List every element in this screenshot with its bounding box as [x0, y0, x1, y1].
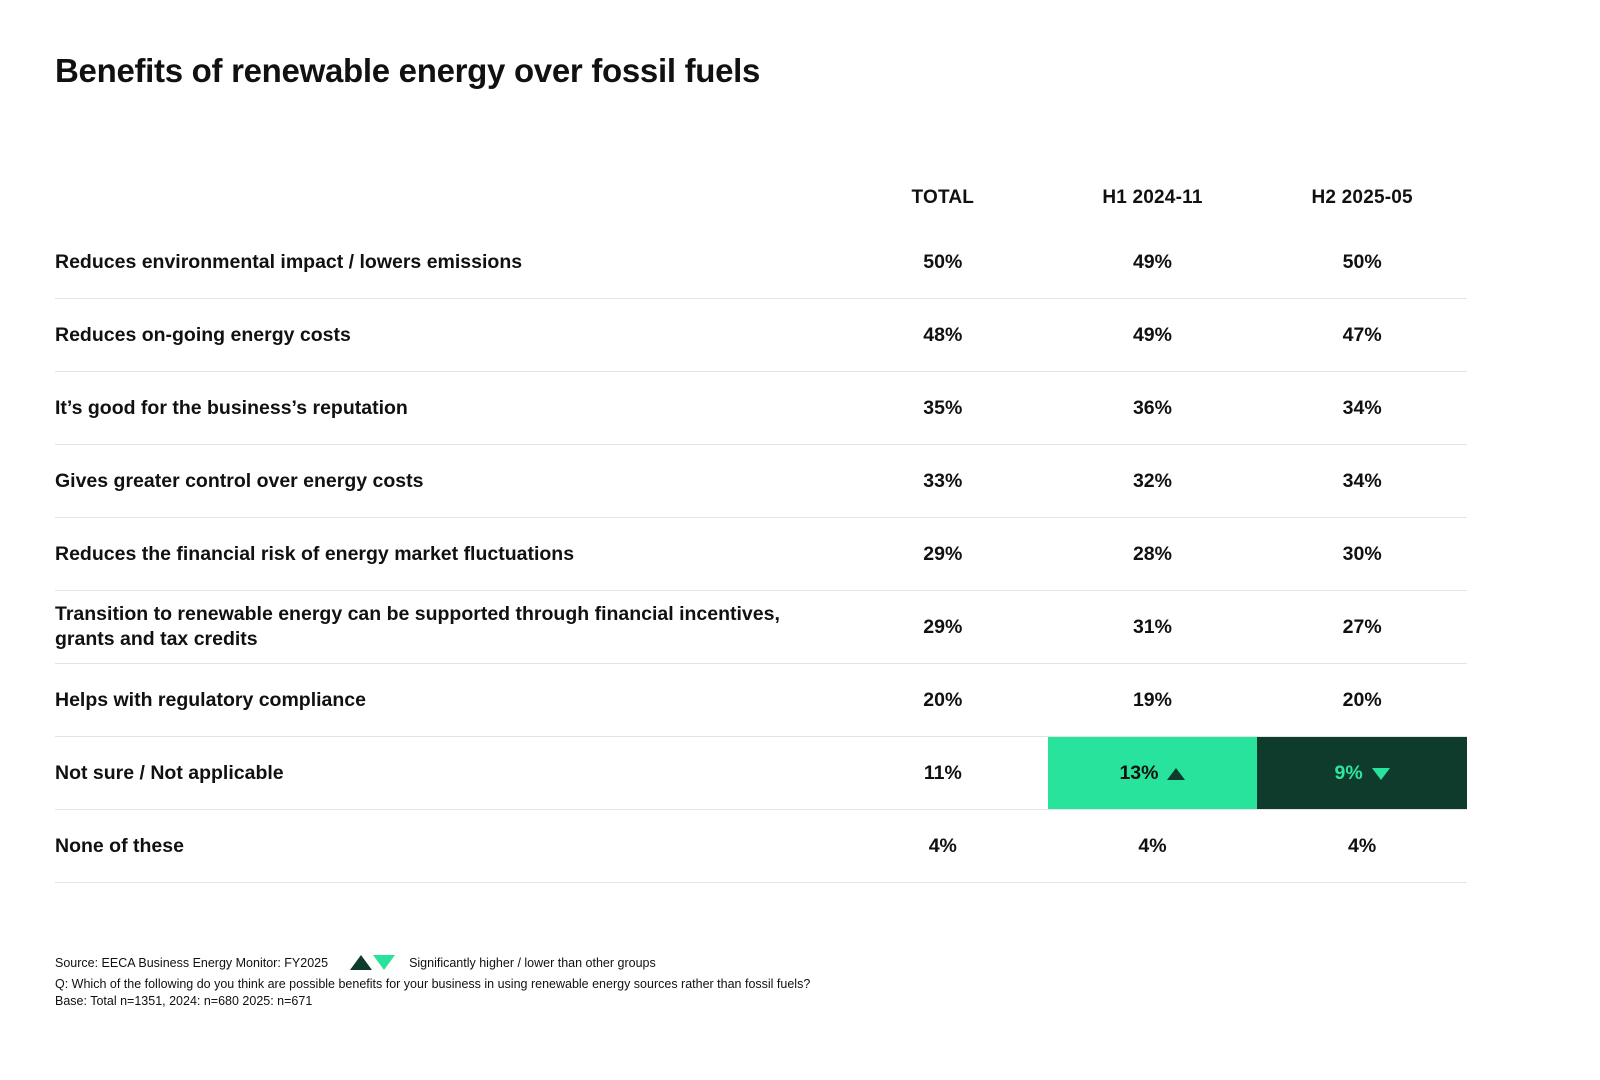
row-h2-value-significant-lower [1257, 737, 1467, 809]
table-row [55, 518, 1467, 591]
header-label-spacer [55, 170, 838, 226]
row-h1-value: 4% [1138, 834, 1167, 857]
row-label: Transition to renewable energy can be supported through financial incentives, grants and tax credits [55, 603, 780, 650]
header-h2: H2 2025-05 [1311, 187, 1413, 208]
row-h1-value: 28% [1132, 542, 1172, 565]
benefits-table [55, 170, 1467, 883]
table-row [55, 591, 1467, 664]
table-row [55, 445, 1467, 518]
row-h2-value: 34% [1342, 396, 1382, 419]
row-total-value: 35% [923, 396, 963, 419]
table-row [55, 664, 1467, 737]
legend-text: Significantly higher / lower than other groups [409, 955, 656, 970]
row-h1-value-significant-higher [1048, 737, 1258, 809]
row-h2-value: 4% [1348, 834, 1377, 857]
row-h2-value: 50% [1342, 250, 1382, 273]
row-total-value: 33% [923, 469, 963, 492]
row-h1-value: 31% [1132, 615, 1172, 638]
value-with-marker [1119, 762, 1185, 785]
table-row [55, 299, 1467, 372]
row-total-value: 29% [923, 615, 963, 638]
row-total-value: 20% [923, 688, 963, 711]
row-h2-value: 34% [1342, 469, 1382, 492]
triangle-up-icon [1167, 768, 1185, 780]
row-h1-value: 49% [1132, 250, 1172, 273]
row-total-value: 29% [923, 542, 963, 565]
page-title: Benefits of renewable energy over fossil fuels [55, 52, 761, 89]
row-label: It’s good for the business’s reputation [55, 396, 408, 419]
legend-significance-icons [350, 955, 395, 970]
row-label: Reduces on-going energy costs [55, 323, 351, 346]
value-with-marker [1335, 762, 1390, 785]
footer [55, 955, 1505, 1008]
row-h2-value: 47% [1342, 323, 1382, 346]
triangle-down-icon [373, 955, 395, 970]
header-total: TOTAL [911, 187, 975, 208]
row-h2-value: 30% [1342, 542, 1382, 565]
question-text: Q: Which of the following do you think are possible benefits for your business in using renewable energy sources rather than fossil fuels? [55, 977, 811, 991]
row-h2-value: 20% [1342, 688, 1382, 711]
table-row [55, 226, 1467, 299]
row-h1-value: 13% [1119, 761, 1159, 784]
row-total-value: 11% [923, 761, 962, 784]
table-header-row [55, 170, 1467, 226]
footer-source-and-legend [55, 955, 1505, 970]
row-label: Not sure / Not applicable [55, 761, 284, 784]
row-label: None of these [55, 834, 184, 857]
row-label: Helps with regulatory compliance [55, 688, 366, 711]
row-total-value: 48% [923, 323, 963, 346]
table-row-highlighted [55, 737, 1467, 810]
row-total-value: 50% [923, 250, 963, 273]
header-h1: H1 2024-11 [1102, 187, 1203, 208]
row-h2-value: 9% [1334, 761, 1363, 784]
row-label: Reduces the financial risk of energy market fluctuations [55, 542, 575, 565]
triangle-up-icon [350, 955, 372, 970]
row-label: Reduces environmental impact / lowers emissions [55, 250, 523, 273]
base-text: Base: Total n=1351, 2024: n=680 2025: n=671 [55, 994, 313, 1008]
row-total-value: 4% [928, 834, 957, 857]
row-h1-value: 32% [1132, 469, 1172, 492]
row-h1-value: 19% [1132, 688, 1172, 711]
triangle-down-icon [1372, 768, 1390, 780]
row-h1-value: 49% [1132, 323, 1172, 346]
row-h1-value: 36% [1132, 396, 1172, 419]
row-label: Gives greater control over energy costs [55, 469, 424, 492]
table-row [55, 372, 1467, 445]
source-text: Source: EECA Business Energy Monitor: FY2025 [55, 955, 329, 970]
table-row [55, 810, 1467, 883]
row-h2-value: 27% [1342, 615, 1382, 638]
